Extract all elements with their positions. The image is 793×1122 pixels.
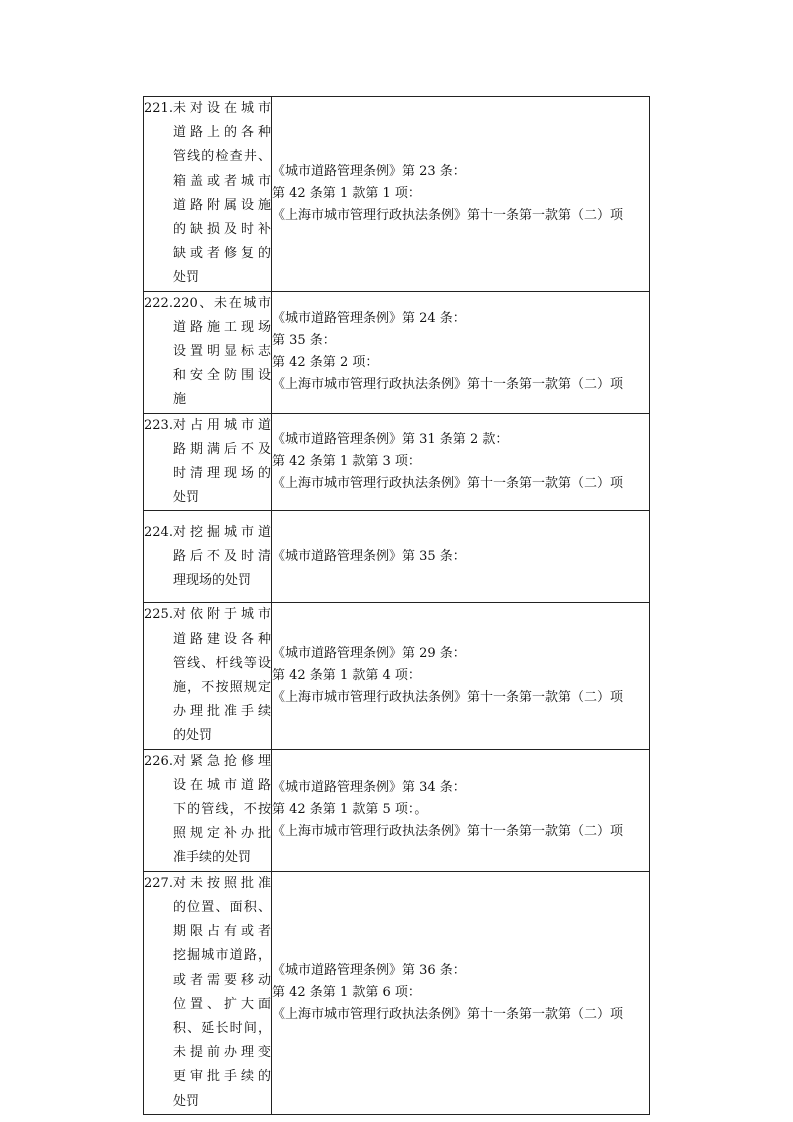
item-cell bbox=[144, 871, 272, 1114]
item-text-line: 施，不按照规定 bbox=[172, 680, 271, 696]
item-text-line: 理现场的处罚 bbox=[172, 573, 251, 589]
item-text-line: 缺或者修复的 bbox=[172, 246, 271, 262]
item-text-line: 准手续的处罚 bbox=[172, 850, 251, 866]
item-text-line: 对未按照批准 bbox=[172, 875, 271, 891]
item-number: 225. bbox=[144, 607, 173, 623]
legal-basis-line: 第 42 条第 1 款第 5 项：。 bbox=[272, 802, 428, 818]
legal-basis-line: 《上海市城市管理行政执法条例》第十一条第一款第（二）项 bbox=[272, 377, 624, 393]
legal-basis-cell bbox=[272, 603, 650, 749]
item-text-line: 挖掘城市道路， bbox=[172, 948, 271, 964]
item-text-line: 对占用城市道 bbox=[172, 417, 271, 433]
item-content bbox=[144, 414, 271, 511]
item-text-line: 道路上的各种 bbox=[172, 125, 271, 141]
item-text-line: 设置明显标志 bbox=[172, 344, 271, 360]
legal-basis-line: 《上海市城市管理行政执法条例》第十一条第一款第（二）项 bbox=[272, 207, 624, 223]
item-content bbox=[144, 97, 271, 291]
item-text-line: 积、延长时间， bbox=[172, 1020, 271, 1036]
table-row bbox=[144, 603, 650, 749]
item-description bbox=[173, 872, 271, 1114]
item-content bbox=[144, 872, 271, 1114]
item-cell bbox=[144, 603, 272, 749]
item-description bbox=[173, 292, 271, 413]
item-text-line: 对紧急抢修埋 bbox=[172, 753, 271, 769]
item-text-line: 未提前办理变 bbox=[172, 1045, 271, 1061]
legal-basis-cell bbox=[272, 871, 650, 1114]
item-number: 226. bbox=[144, 753, 173, 769]
legal-basis-line: 《城市道路管理条例》第 35 条： bbox=[272, 548, 466, 564]
item-description bbox=[173, 521, 271, 594]
item-text-line: 220、未在城市 bbox=[172, 295, 271, 311]
item-content bbox=[144, 292, 271, 413]
legal-basis-line: 《城市道路管理条例》第 23 条： bbox=[272, 163, 466, 179]
item-text-line: 管线、杆线等设 bbox=[172, 655, 271, 671]
item-text-line: 道路建设各种 bbox=[172, 631, 271, 647]
item-text-line: 道路施工现场 bbox=[172, 319, 271, 335]
item-description bbox=[173, 97, 271, 291]
item-description bbox=[173, 414, 271, 511]
table-row bbox=[144, 413, 650, 511]
item-text-line: 或者需要移动 bbox=[172, 972, 271, 988]
penalty-basis-table bbox=[143, 96, 650, 1115]
legal-basis-line: 第 42 条第 1 款第 4 项： bbox=[272, 668, 421, 684]
item-text-line: 道路附属设施 bbox=[172, 197, 271, 213]
item-number: 227. bbox=[144, 875, 173, 891]
item-text-line: 处罚 bbox=[172, 1093, 199, 1109]
legal-basis-line: 第 35 条： bbox=[272, 333, 336, 349]
item-cell bbox=[144, 511, 272, 603]
table-row bbox=[144, 871, 650, 1114]
table-row bbox=[144, 511, 650, 603]
item-text-line: 照规定补办批 bbox=[172, 826, 271, 842]
item-text-line: 和安全防围设 bbox=[172, 368, 271, 384]
legal-basis-line: 《上海市城市管理行政执法条例》第十一条第一款第（二）项 bbox=[272, 476, 624, 492]
legal-basis-line: 第 42 条第 1 款第 6 项： bbox=[272, 984, 421, 1000]
table-row bbox=[144, 97, 650, 292]
item-text-line: 的处罚 bbox=[172, 728, 212, 744]
item-text-line: 办理批准手续 bbox=[172, 704, 271, 720]
legal-basis-line: 第 42 条第 1 款第 3 项： bbox=[272, 454, 421, 470]
table-row bbox=[144, 291, 650, 413]
item-text-line: 期限占有或者 bbox=[172, 924, 271, 940]
legal-basis-line: 《上海市城市管理行政执法条例》第十一条第一款第（二）项 bbox=[272, 1006, 624, 1022]
item-content bbox=[144, 750, 271, 871]
item-number: 223. bbox=[144, 417, 173, 433]
item-number: 222. bbox=[144, 295, 173, 311]
item-text-line: 下的管线，不按 bbox=[172, 802, 271, 818]
item-text-line: 的缺损及时补 bbox=[172, 222, 271, 238]
item-cell bbox=[144, 291, 272, 413]
table-row bbox=[144, 749, 650, 871]
item-text-line: 处罚 bbox=[172, 490, 199, 506]
item-text-line: 设在城市道路 bbox=[172, 777, 271, 793]
item-text-line: 对挖掘城市道 bbox=[172, 524, 271, 540]
item-cell bbox=[144, 97, 272, 292]
item-content bbox=[144, 521, 271, 594]
item-cell bbox=[144, 749, 272, 871]
item-text-line: 更审批手续的 bbox=[172, 1069, 271, 1085]
item-text-line: 管线的检查井、 bbox=[172, 149, 271, 165]
item-description bbox=[173, 750, 271, 871]
item-text-line: 施 bbox=[172, 392, 186, 408]
item-text-line: 位置、扩大面 bbox=[172, 996, 271, 1012]
legal-basis-cell bbox=[272, 749, 650, 871]
item-text-line: 时清理现场的 bbox=[172, 466, 271, 482]
legal-basis-line: 《城市道路管理条例》第 29 条： bbox=[272, 646, 466, 662]
legal-basis-cell bbox=[272, 511, 650, 603]
item-text-line: 路期满后不及 bbox=[172, 441, 271, 457]
item-text-line: 处罚 bbox=[172, 270, 199, 286]
legal-basis-line: 《城市道路管理条例》第 24 条： bbox=[272, 311, 466, 327]
item-description bbox=[173, 603, 271, 748]
legal-basis-line: 《城市道路管理条例》第 36 条： bbox=[272, 962, 466, 978]
item-text-line: 路后不及时清 bbox=[172, 548, 271, 564]
legal-basis-line: 第 42 条第 2 项： bbox=[272, 355, 379, 371]
legal-basis-line: 《上海市城市管理行政执法条例》第十一条第一款第（二）项 bbox=[272, 690, 624, 706]
legal-basis-line: 《上海市城市管理行政执法条例》第十一条第一款第（二）项 bbox=[272, 824, 624, 840]
legal-basis-line: 《城市道路管理条例》第 34 条： bbox=[272, 780, 466, 796]
item-text-line: 箱盖或者城市 bbox=[172, 173, 271, 189]
legal-basis-cell bbox=[272, 97, 650, 292]
item-text-line: 的位置、面积、 bbox=[172, 899, 271, 915]
item-number: 221. bbox=[144, 101, 173, 116]
table-body bbox=[144, 97, 650, 1115]
item-cell bbox=[144, 413, 272, 511]
legal-basis-cell bbox=[272, 413, 650, 511]
item-text-line: 对依附于城市 bbox=[172, 607, 271, 623]
legal-basis-line: 第 42 条第 1 款第 1 项： bbox=[272, 185, 421, 201]
item-content bbox=[144, 603, 271, 748]
legal-basis-line: 《城市道路管理条例》第 31 条第 2 款： bbox=[272, 432, 509, 448]
item-text-line: 未对设在城市 bbox=[172, 101, 271, 116]
item-number: 224. bbox=[144, 524, 173, 540]
legal-basis-cell bbox=[272, 291, 650, 413]
